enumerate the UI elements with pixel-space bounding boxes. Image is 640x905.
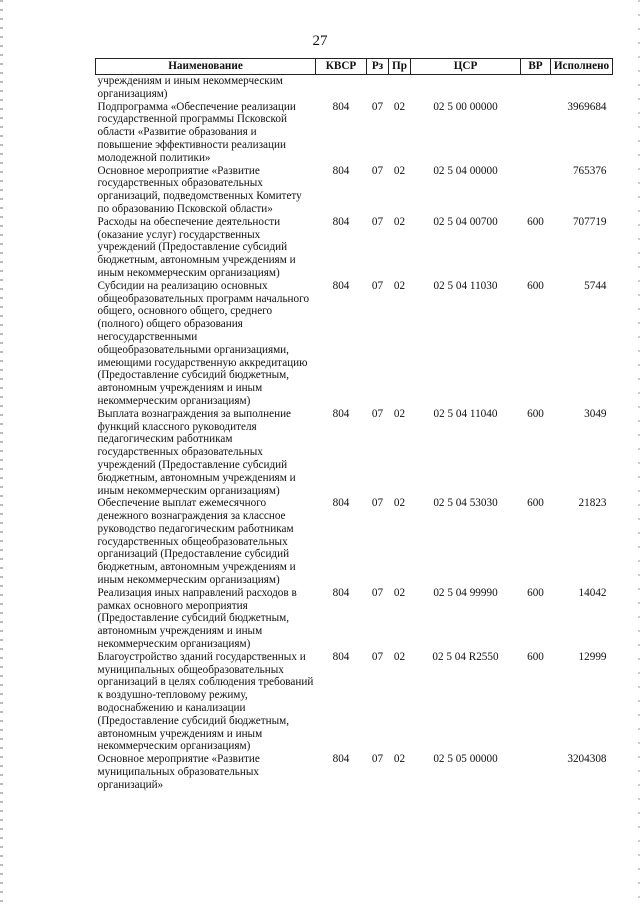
cell-amount: 707719 [572, 215, 607, 228]
cell-pr: 02 [393, 586, 406, 599]
cell-vr [521, 75, 551, 101]
cell-kvsr: 804 [332, 279, 350, 292]
cell-rz: 07 [371, 753, 384, 766]
cell-name: учреждениям и иным некоммерческим организациям) [97, 75, 283, 100]
cell-amount: 14042 [578, 586, 607, 599]
cell-rz: 07 [371, 279, 384, 292]
cell-csr: 02 5 04 11040 [433, 407, 498, 420]
cell-vr: 600 [527, 215, 544, 228]
cell-csr: 02 5 00 00000 [433, 100, 498, 113]
cell-kvsr: 804 [332, 497, 350, 510]
cell-csr: 02 5 04 00700 [433, 215, 498, 228]
cell-rz: 07 [371, 215, 384, 228]
cell-vr: 600 [527, 407, 544, 420]
cell-rz: 07 [371, 586, 384, 599]
cell-amount: 12999 [578, 650, 607, 663]
table-row [96, 408, 613, 498]
cell-csr: 02 5 04 11030 [433, 279, 498, 292]
cell-pr: 02 [393, 650, 406, 663]
cell-kvsr: 804 [332, 215, 350, 228]
cell-pr: 02 [393, 215, 406, 228]
cell-rz: 07 [371, 164, 384, 177]
cell-rz [367, 75, 389, 101]
cell-pr [389, 75, 411, 101]
cell-kvsr: 804 [332, 753, 350, 766]
cell-csr: 02 5 04 R2550 [432, 650, 499, 663]
header-vr: ВР [521, 59, 551, 75]
page-number: 27 [312, 33, 328, 49]
table-row [96, 587, 613, 651]
cell-amount [551, 75, 613, 101]
cell-rz: 07 [371, 100, 384, 113]
cell-name: Расходы на обеспечение деятельности (оказание услуг) государственных учреждений (Предоставление субсидий бюджетным, автономным учреждениям и иным некоммерческим организациям) [97, 215, 296, 279]
cell-vr [521, 165, 551, 216]
cell-amount: 3049 [584, 407, 607, 420]
budget-table [95, 58, 613, 792]
cell-pr: 02 [393, 753, 406, 766]
cell-vr: 600 [527, 497, 544, 510]
table-row [96, 216, 613, 280]
table-row [96, 165, 613, 216]
table-row [96, 75, 613, 101]
cell-amount: 3204308 [567, 753, 607, 766]
table-row [96, 651, 613, 753]
cell-name: Реализация иных направлений расходов в рамках основного мероприятия (Предоставление субсидий бюджетным, автономным учреждениям и иным некоммерческим организациям) [97, 586, 297, 651]
cell-rz: 07 [371, 650, 384, 663]
table-row [96, 753, 613, 791]
cell-name: Основное мероприятие «Развитие государственных образовательных организаций, подведомственных Комитету по образованию Псковской области» [97, 164, 302, 215]
cell-rz: 07 [371, 497, 384, 510]
cell-amount: 5744 [584, 279, 607, 292]
cell-name: Субсидии на реализацию основных общеобразовательных программ начального общего, основного общего, среднего (полного) общего образования негосударственными общеобразовательными организациями, имеющими государственную аккредитацию (Предоставление субсидий бюджетным, автономным учреждениям и иным некоммерческим организациям) [97, 279, 310, 407]
cell-kvsr: 804 [332, 164, 350, 177]
cell-csr: 02 5 05 00000 [433, 753, 498, 766]
cell-csr: 02 5 04 53030 [433, 497, 498, 510]
cell-pr: 02 [393, 164, 406, 177]
cell-csr: 02 5 04 00000 [433, 164, 498, 177]
cell-amount: 21823 [578, 497, 607, 510]
table-row [96, 497, 613, 587]
cell-csr: 02 5 04 99990 [433, 586, 498, 599]
cell-pr: 02 [393, 497, 406, 510]
table-header-row [96, 59, 613, 75]
cell-name: Обеспечение выплат ежемесячного денежного вознаграждения за классное руководство педагогическим работникам государственных общеобразовательных организаций (Предоставление субсидий бюджетным, автономным учреждениям и иным некоммерческим организациям) [97, 497, 296, 587]
header-kvsr: КВСР [316, 59, 367, 75]
cell-amount: 3969684 [567, 100, 607, 113]
cell-name: Основное мероприятие «Развитие муниципальных образовательных организаций» [97, 753, 260, 791]
header-csr: ЦСР [411, 59, 521, 75]
cell-pr: 02 [393, 407, 406, 420]
cell-vr: 600 [527, 586, 544, 599]
scan-edge-left [0, 0, 3, 905]
cell-amount: 765376 [572, 164, 607, 177]
cell-kvsr: 804 [332, 100, 350, 113]
cell-name: Подпрограмма «Обеспечение реализации государственной программы Псковской области «Развитие образования и повышение эффективности реализации молодежной политики» [97, 100, 296, 164]
header-rz: Рз [367, 59, 389, 75]
cell-pr: 02 [393, 279, 406, 292]
table-body [96, 75, 613, 792]
header-amount: Исполнено [551, 59, 613, 75]
cell-pr: 02 [393, 100, 406, 113]
table-row [96, 280, 613, 408]
cell-vr: 600 [527, 650, 544, 663]
header-name: Наименование [96, 59, 316, 75]
cell-vr: 600 [527, 279, 544, 292]
cell-kvsr: 804 [332, 650, 350, 663]
cell-name: Благоустройство зданий государственных и муниципальных общеобразовательных организаций в целях соблюдения требований к воздушно-тепловому режиму, водоснабжению и канализации (Предоставление субсидий бюджетным, автономным учреждениям и иным некоммерческим организациям) [97, 650, 314, 753]
cell-kvsr [316, 75, 367, 101]
cell-rz: 07 [371, 407, 384, 420]
cell-name: Выплата вознаграждения за выполнение функций классного руководителя педагогическим работникам государственных образовательных учреждений (Предоставление субсидий бюджетным, автономным учреждениям и иным некоммерческим организациям) [97, 407, 296, 497]
table-row [96, 101, 613, 165]
cell-kvsr: 804 [332, 586, 350, 599]
cell-kvsr: 804 [332, 407, 350, 420]
cell-vr [521, 101, 551, 165]
cell-vr [521, 753, 551, 791]
header-pr: Пр [389, 59, 411, 75]
cell-csr [411, 75, 521, 101]
